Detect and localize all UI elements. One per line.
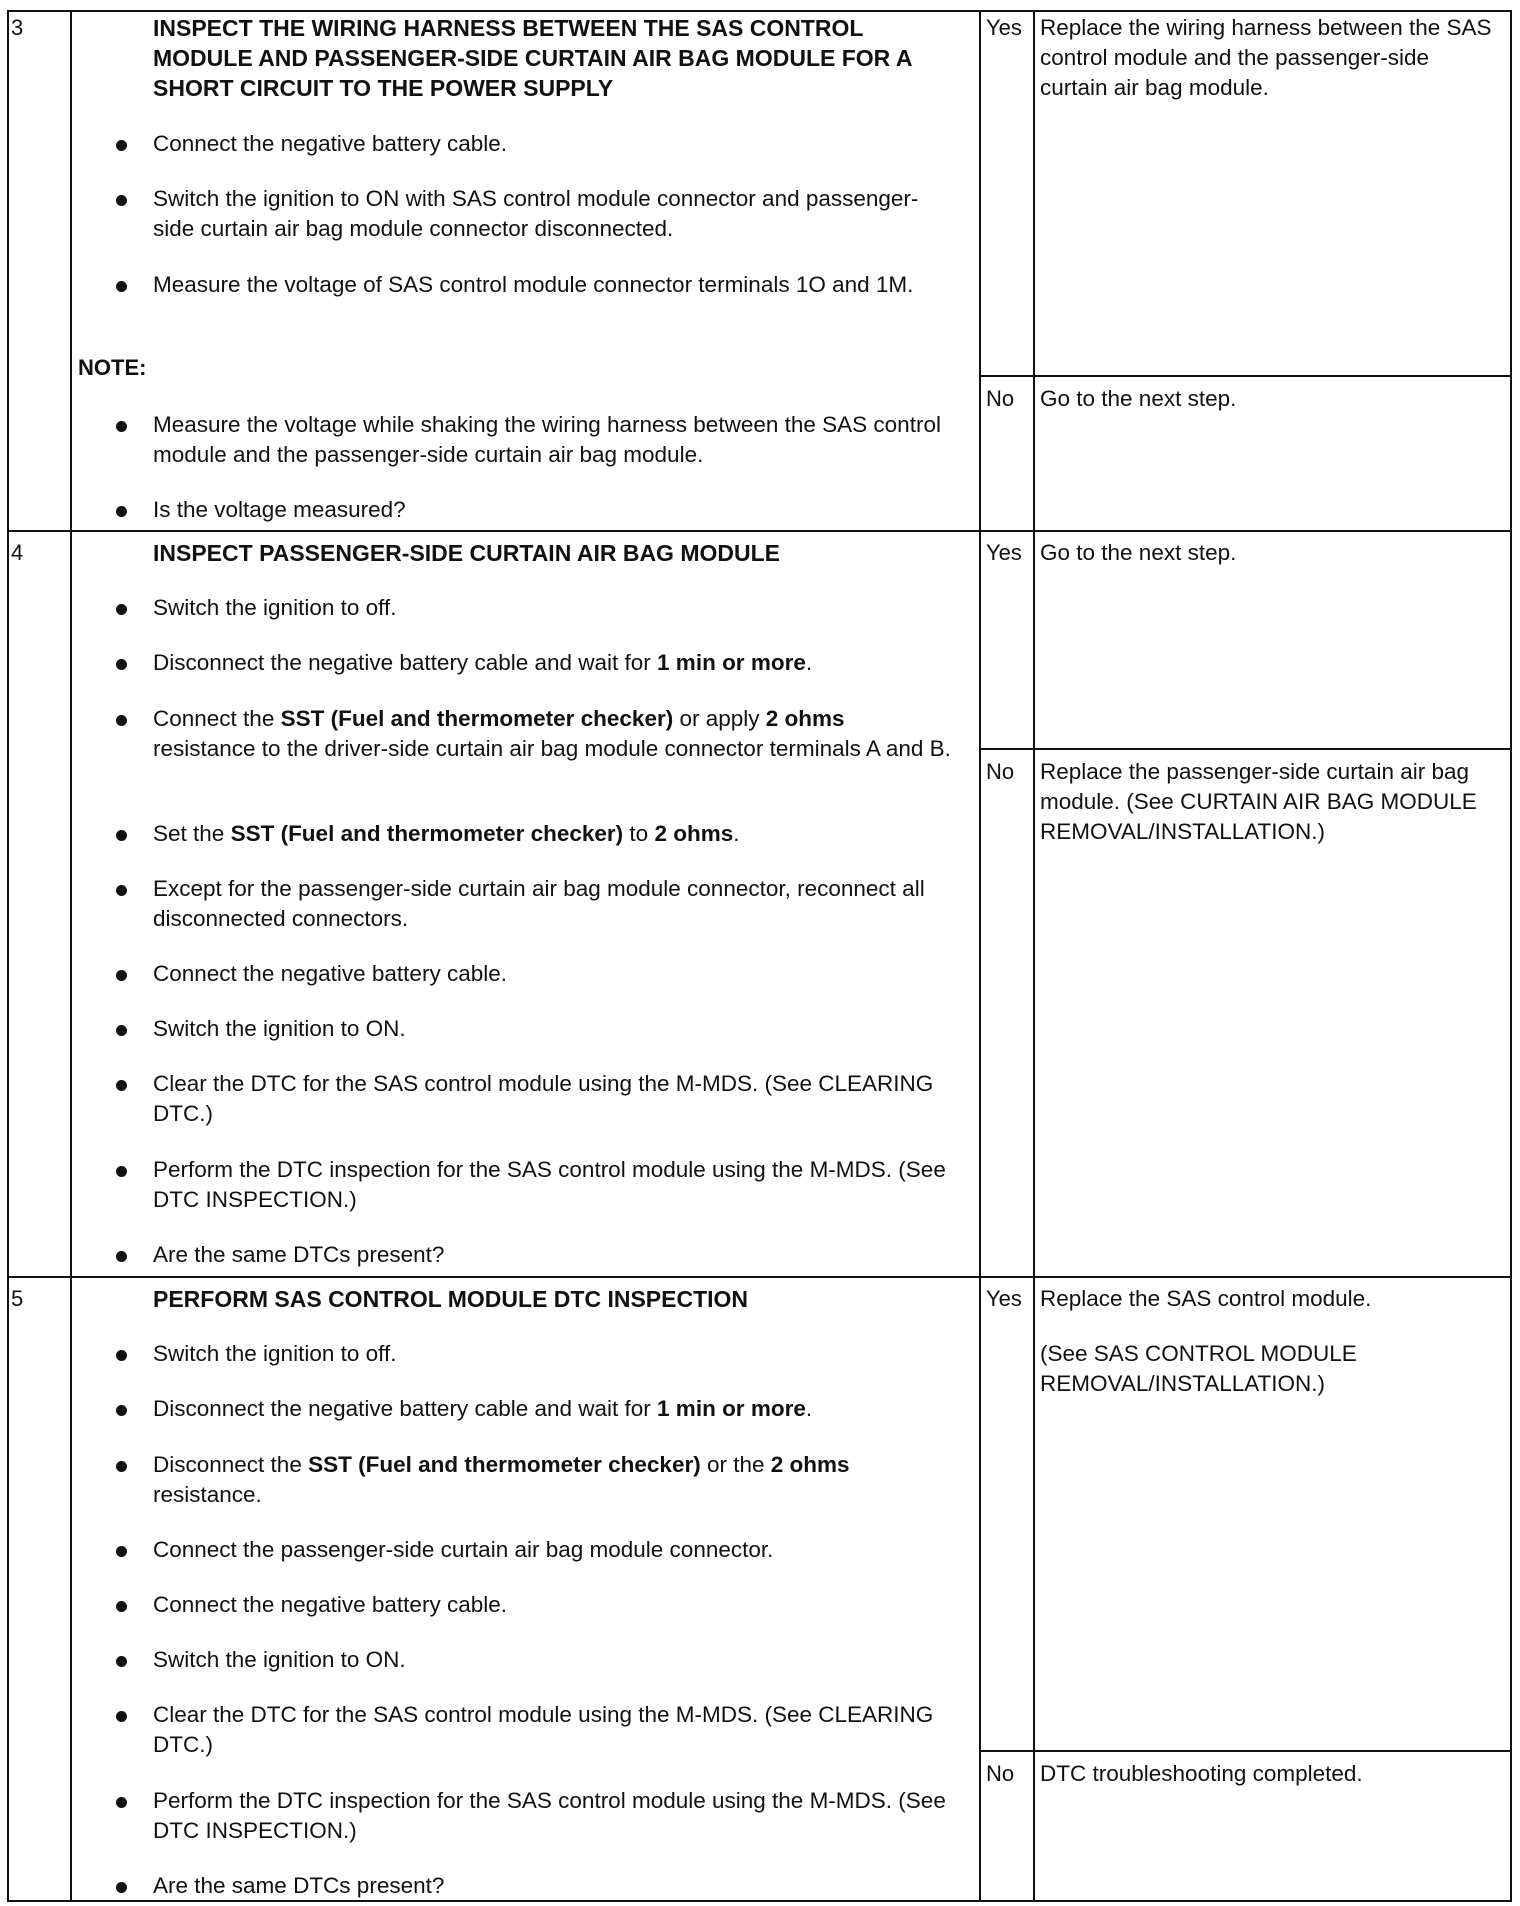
yes-no-divider <box>979 1750 1512 1752</box>
no-action: Replace the passenger-side curtain air bag module. (See CURTAIN AIR BAG MODULE REMOVAL/INSTALLATION.) <box>1040 759 1477 844</box>
list-item: Connect the passenger-side curtain air bag module connector. <box>153 1535 953 1565</box>
list-item: Switch the ignition to off. <box>153 593 953 623</box>
list-item: Switch the ignition to ON with SAS control module connector and passenger-side curtain air bag module connector disconnected. <box>153 184 953 244</box>
yes-action: Replace the SAS control module. <box>1040 1286 1372 1311</box>
bullet-icon <box>116 830 127 841</box>
row-divider <box>7 1276 1512 1278</box>
yes-label: Yes <box>986 1286 1022 1311</box>
bullet-icon <box>116 1882 127 1893</box>
step-number: 5 <box>11 1286 24 1311</box>
bullet-icon <box>116 1350 127 1361</box>
bullet-icon <box>116 1797 127 1808</box>
column-divider <box>70 10 72 1902</box>
bullet-icon <box>116 421 127 432</box>
bullet-icon <box>116 885 127 896</box>
bullet-icon <box>116 1166 127 1177</box>
yes-action: Replace the wiring harness between the SAS control module and the passenger-side curtain air bag module. <box>1040 15 1492 100</box>
step-title: INSPECT THE WIRING HARNESS BETWEEN THE SAS CONTROL MODULE AND PASSENGER-SIDE CURTAIN AIR BAG MODULE FOR A SHORT CIRCUIT TO THE POWER SUPPLY <box>153 15 912 101</box>
bullet-icon <box>116 604 127 615</box>
bullet-icon <box>116 1546 127 1557</box>
bullet-icon <box>116 1461 127 1472</box>
step-title: PERFORM SAS CONTROL MODULE DTC INSPECTION <box>153 1286 749 1312</box>
list-item: Connect the negative battery cable. <box>153 1590 953 1620</box>
list-item: Perform the DTC inspection for the SAS control module using the M-MDS. (See DTC INSPECTION.) <box>153 1786 953 1846</box>
step-number: 3 <box>11 15 24 40</box>
list-item: Measure the voltage while shaking the wiring harness between the SAS control module and the passenger-side curtain air bag module. <box>153 410 953 470</box>
row-divider <box>7 530 1512 532</box>
bullet-icon <box>116 970 127 981</box>
no-action: DTC troubleshooting completed. <box>1040 1761 1363 1786</box>
list-item: Connect the SST (Fuel and thermometer checker) or apply 2 ohms resistance to the driver-side curtain air bag module connector terminals A and B. <box>153 704 953 764</box>
bullet-icon <box>116 1405 127 1416</box>
no-label: No <box>986 1761 1015 1786</box>
step-number: 4 <box>11 540 24 565</box>
list-item: Connect the negative battery cable. <box>153 959 953 989</box>
note-label: NOTE: <box>78 355 147 380</box>
bullet-icon <box>116 281 127 292</box>
bullet-icon <box>116 1025 127 1036</box>
list-item: Connect the negative battery cable. <box>153 129 953 159</box>
list-item: Is the voltage measured? <box>153 495 953 525</box>
bullet-icon <box>116 1080 127 1091</box>
no-action: Go to the next step. <box>1040 386 1237 411</box>
list-item: Disconnect the negative battery cable and wait for 1 min or more. <box>153 648 953 678</box>
list-item: Set the SST (Fuel and thermometer checker) to 2 ohms. <box>153 819 953 849</box>
list-item: Clear the DTC for the SAS control module using the M-MDS. (See CLEARING DTC.) <box>153 1700 953 1760</box>
yes-action-reference: (See SAS CONTROL MODULE REMOVAL/INSTALLATION.) <box>1040 1341 1357 1396</box>
list-item: Disconnect the negative battery cable and wait for 1 min or more. <box>153 1394 953 1424</box>
yes-no-divider <box>979 375 1512 377</box>
bullet-icon <box>116 506 127 517</box>
list-item: Switch the ignition to ON. <box>153 1645 953 1675</box>
column-divider <box>979 10 981 1902</box>
column-divider <box>1033 10 1035 1902</box>
bullet-icon <box>116 1711 127 1722</box>
bullet-icon <box>116 195 127 206</box>
yes-label: Yes <box>986 15 1022 40</box>
bullet-icon <box>116 659 127 670</box>
list-item: Disconnect the SST (Fuel and thermometer checker) or the 2 ohms resistance. <box>153 1450 953 1510</box>
list-item: Switch the ignition to ON. <box>153 1014 953 1044</box>
list-item: Switch the ignition to off. <box>153 1339 953 1369</box>
yes-no-divider <box>979 748 1512 750</box>
no-label: No <box>986 386 1015 411</box>
list-item: Are the same DTCs present? <box>153 1871 953 1901</box>
list-item: Perform the DTC inspection for the SAS control module using the M-MDS. (See DTC INSPECTION.) <box>153 1155 953 1215</box>
list-item: Are the same DTCs present? <box>153 1240 953 1270</box>
bullet-icon <box>116 1251 127 1262</box>
yes-label: Yes <box>986 540 1022 565</box>
yes-action: Go to the next step. <box>1040 540 1237 565</box>
no-label: No <box>986 759 1015 784</box>
list-item: Measure the voltage of SAS control module connector terminals 1O and 1M. <box>153 270 953 300</box>
bullet-icon <box>116 1656 127 1667</box>
bullet-icon <box>116 140 127 151</box>
list-item: Except for the passenger-side curtain air bag module connector, reconnect all disconnected connectors. <box>153 874 953 934</box>
bullet-icon <box>116 1601 127 1612</box>
step-title: INSPECT PASSENGER-SIDE CURTAIN AIR BAG MODULE <box>153 540 780 566</box>
list-item: Clear the DTC for the SAS control module using the M-MDS. (See CLEARING DTC.) <box>153 1069 953 1129</box>
bullet-icon <box>116 715 127 726</box>
